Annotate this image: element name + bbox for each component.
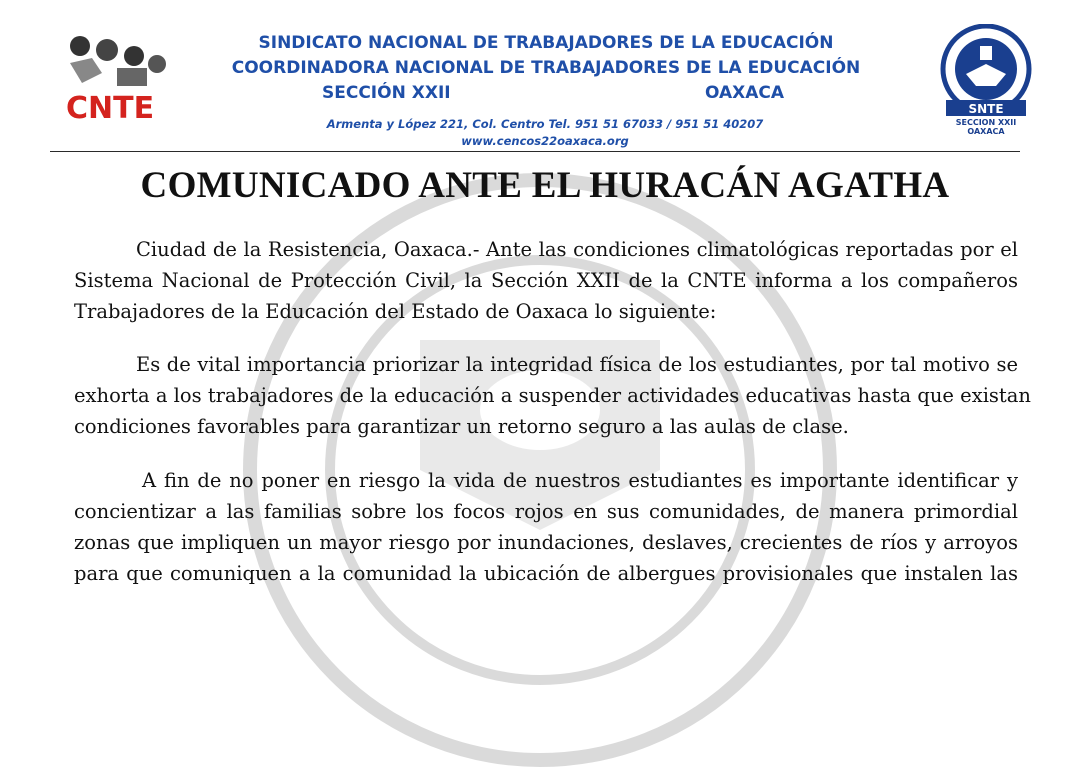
svg-text:SNTE: SNTE — [968, 102, 1004, 116]
paragraph-line: Trabajadores de la Educación del Estado de Oaxaca lo siguiente: — [74, 300, 717, 323]
header-state: OAXACA — [705, 83, 785, 103]
header-union-name: SINDICATO NACIONAL DE TRABAJADORES DE LA EDUCACIÓN — [258, 33, 834, 53]
paragraph-line: zonas que impliquen un mayor riesgo por inundaciones, deslaves, crecientes de ríos y arroyos — [74, 531, 1018, 554]
svg-text:SECCION XXII: SECCION XXII — [955, 118, 1017, 127]
paragraph-line: Ciudad de la Resistencia, Oaxaca.- Ante las condiciones climatológicas reportadas por el — [136, 238, 1018, 261]
header-divider — [50, 151, 1020, 152]
paragraph-2 — [74, 349, 1031, 442]
header-address: Armenta y López 221, Col. Centro Tel. 951 51 67033 / 951 51 40207 — [326, 117, 764, 131]
svg-text:OAXACA: OAXACA — [967, 127, 1005, 134]
svg-text:CNTE: CNTE — [66, 91, 155, 126]
header-coordinator-name: COORDINADORA NACIONAL DE TRABAJADORES DE LA EDUCACIÓN — [231, 58, 861, 78]
document-title: COMUNICADO ANTE EL HURACÁN AGATHA — [140, 165, 950, 206]
paragraph-line: exhorta a los trabajadores de la educación a suspender actividades educativas hasta que existan — [74, 384, 1031, 407]
paragraph-line: condiciones favorables para garantizar un retorno seguro a las aulas de clase. — [74, 415, 849, 438]
paragraph-3 — [74, 465, 1018, 589]
paragraph-line: concientizar a las familias sobre los focos rojos en sus comunidades, de manera primordial — [74, 500, 1018, 523]
paragraph-line: para que comuniquen a la comunidad la ubicación de albergues provisionales que instalen las — [74, 562, 1018, 585]
paragraph-1 — [74, 234, 1018, 327]
header-section: SECCIÓN XXII — [322, 83, 451, 103]
header-website[interactable]: www.cencos22oaxaca.org — [461, 134, 629, 148]
paragraph-line: Sistema Nacional de Protección Civil, la Sección XXII de la CNTE informa a los compañeros — [74, 269, 1018, 292]
paragraph-line: Es de vital importancia priorizar la integridad física de los estudiantes, por tal motivo se — [136, 353, 1018, 376]
paragraph-line: A fin de no poner en riesgo la vida de nuestros estudiantes es importante identificar y — [142, 469, 1018, 492]
